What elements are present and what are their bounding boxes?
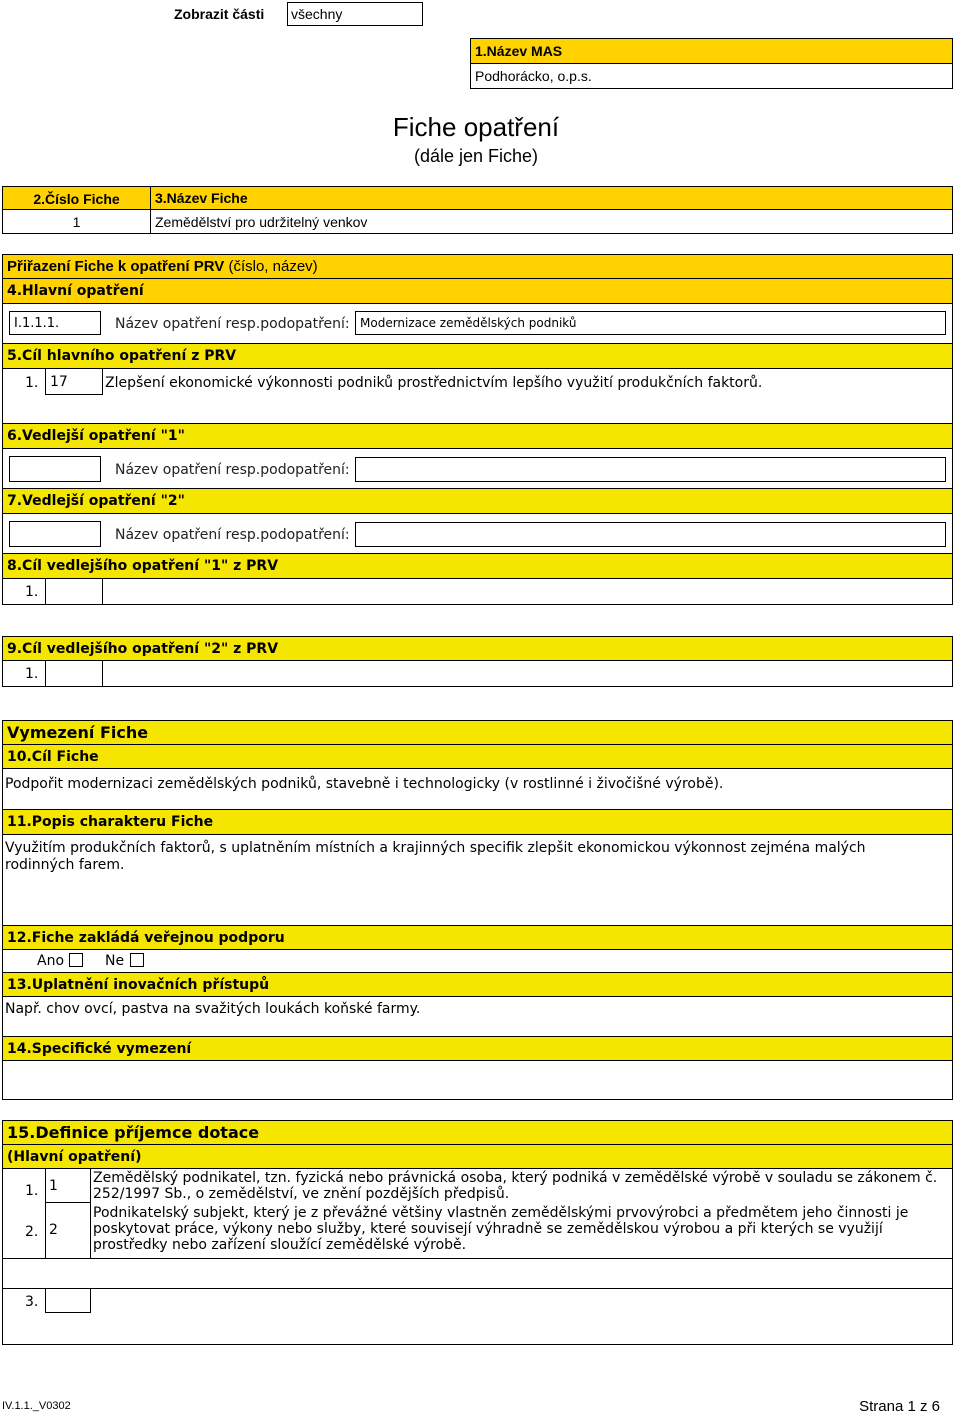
beneficiary-row3	[2, 1289, 953, 1345]
side2-label: 7.Vedlejší opatření "2"	[2, 489, 953, 514]
fiche-number-label: 2.Číslo Fiche	[2, 186, 151, 210]
main-measure-row	[2, 304, 953, 344]
main-measure-name[interactable]: Modernizace zemědělských podniků	[355, 311, 946, 335]
page-title: Fiche opatření	[392, 112, 560, 142]
beneficiary-row2-text: Podnikatelský subjekt, který je z převážné většiny vlastněn zemědělskými prvovýrobci a předmětem jeho činnosti je poskytovat práce, výkony nebo služby, které souvisejí výhradně se zemědělskou výrobou a při kterých se využijí prostředky nebo zařízení sloužící zemědělské výrobě.	[93, 1205, 909, 1253]
main-goal-row	[2, 369, 953, 424]
main-goal-number: 17	[45, 369, 103, 395]
side1-row	[2, 449, 953, 489]
side1-name-label: Název opatření resp.podopatření:	[115, 462, 350, 478]
fiche-number: 1	[2, 210, 151, 234]
specific-label: 14.Specifické vymezení	[2, 1037, 953, 1061]
side-goal2-index: 1.	[25, 666, 39, 682]
beneficiary-row3-index: 3.	[25, 1294, 39, 1310]
main-measure-name-label: Název opatření resp.podopatření:	[115, 316, 350, 332]
footer-page: Strana 1 z 6	[859, 1398, 940, 1415]
side1-label: 6.Vedlejší opatření "1"	[2, 424, 953, 449]
beneficiary-row1-text: Zemědělský podnikatel, tzn. fyzická nebo právnická osoba, který podniká v zemědělské výrobě v souladu se zákonem č. 252/1997 Sb., o zemědělství, ve znění pozdějších předpisů.	[93, 1170, 938, 1202]
public-support-yes-label: Ano	[37, 953, 65, 969]
assignment-heading-bold: Přiřazení Fiche k opatření PRV	[7, 258, 225, 275]
character-label: 11.Popis charakteru Fiche	[2, 810, 953, 835]
main-measure-label: 4.Hlavní opatření	[2, 279, 953, 304]
footer-code: IV.1.1._V0302	[2, 1400, 71, 1412]
public-support-row	[2, 950, 953, 973]
definition-title: Vymezení Fiche	[2, 720, 953, 745]
side-goal2-number	[45, 661, 103, 686]
side-goal1-number	[45, 579, 103, 604]
side-goal1-label: 8.Cíl vedlejšího opatření "1" z PRV	[2, 554, 953, 579]
goal-label: 10.Cíl Fiche	[2, 745, 953, 769]
fiche-name-label: 3.Název Fiche	[151, 186, 953, 210]
beneficiary-spacer	[2, 1259, 953, 1289]
side1-code[interactable]	[9, 456, 101, 482]
public-support-yes-checkbox[interactable]	[69, 953, 83, 967]
side-goal1-row	[2, 579, 953, 605]
public-support-no-checkbox[interactable]	[130, 953, 144, 967]
assignment-heading	[2, 254, 953, 279]
assignment-heading-normal: (číslo, název)	[228, 258, 318, 275]
side-goal1-index: 1.	[25, 584, 39, 600]
main-goal-label: 5.Cíl hlavního opatření z PRV	[2, 344, 953, 369]
beneficiary-row3-number	[45, 1289, 91, 1313]
main-goal-index: 1.	[25, 375, 39, 391]
main-measure-code[interactable]: I.1.1.1.	[9, 311, 101, 335]
filter-label: Zobrazit části	[174, 6, 265, 22]
mas-heading: 1.Název MAS	[470, 38, 953, 64]
beneficiary-row2-number: 2	[45, 1203, 91, 1258]
public-support-label: 12.Fiche zakládá veřejnou podporu	[2, 926, 953, 950]
filter-select[interactable]: všechny	[287, 2, 423, 26]
page-subtitle: (dále jen Fiche)	[413, 146, 539, 166]
side-goal2-row	[2, 661, 953, 687]
side2-code[interactable]	[9, 521, 101, 547]
beneficiary-rows	[2, 1169, 953, 1259]
mas-value: Podhorácko, o.p.s.	[470, 64, 953, 89]
side2-name[interactable]	[355, 522, 946, 547]
side2-row	[2, 514, 953, 554]
innovation-label: 13.Uplatnění inovačních přístupů	[2, 973, 953, 997]
goal-text: Podpořit modernizaci zemědělských podniků, stavebně i technologicky (v rostlinné i živočišné výrobě).	[2, 769, 953, 810]
beneficiary-row1-index: 1.	[25, 1183, 39, 1199]
character-text: Využitím produkčních faktorů, s uplatněním místních a krajinných specifik zlepšit ekonomickou výkonnost zejména malých rodinných farem.	[2, 835, 953, 926]
public-support-no-label: Ne	[105, 953, 125, 969]
side1-name[interactable]	[355, 457, 946, 482]
side-goal2-label: 9.Cíl vedlejšího opatření "2" z PRV	[2, 636, 953, 661]
beneficiary-label: 15.Definice příjemce dotace	[2, 1120, 953, 1145]
main-goal-text: Zlepšení ekonomické výkonnosti podniků prostřednictvím lepšího využití produkčních faktorů.	[105, 375, 763, 391]
fiche-name: Zemědělství pro udržitelný venkov	[151, 210, 953, 234]
beneficiary-sub: (Hlavní opatření)	[2, 1145, 953, 1169]
beneficiary-row1-number: 1	[45, 1169, 91, 1203]
innovation-text: Např. chov ovcí, pastva na svažitých loukách koňské farmy.	[2, 997, 953, 1037]
beneficiary-row2-index: 2.	[25, 1224, 39, 1240]
side2-name-label: Název opatření resp.podopatření:	[115, 527, 350, 543]
specific-text	[2, 1061, 953, 1100]
